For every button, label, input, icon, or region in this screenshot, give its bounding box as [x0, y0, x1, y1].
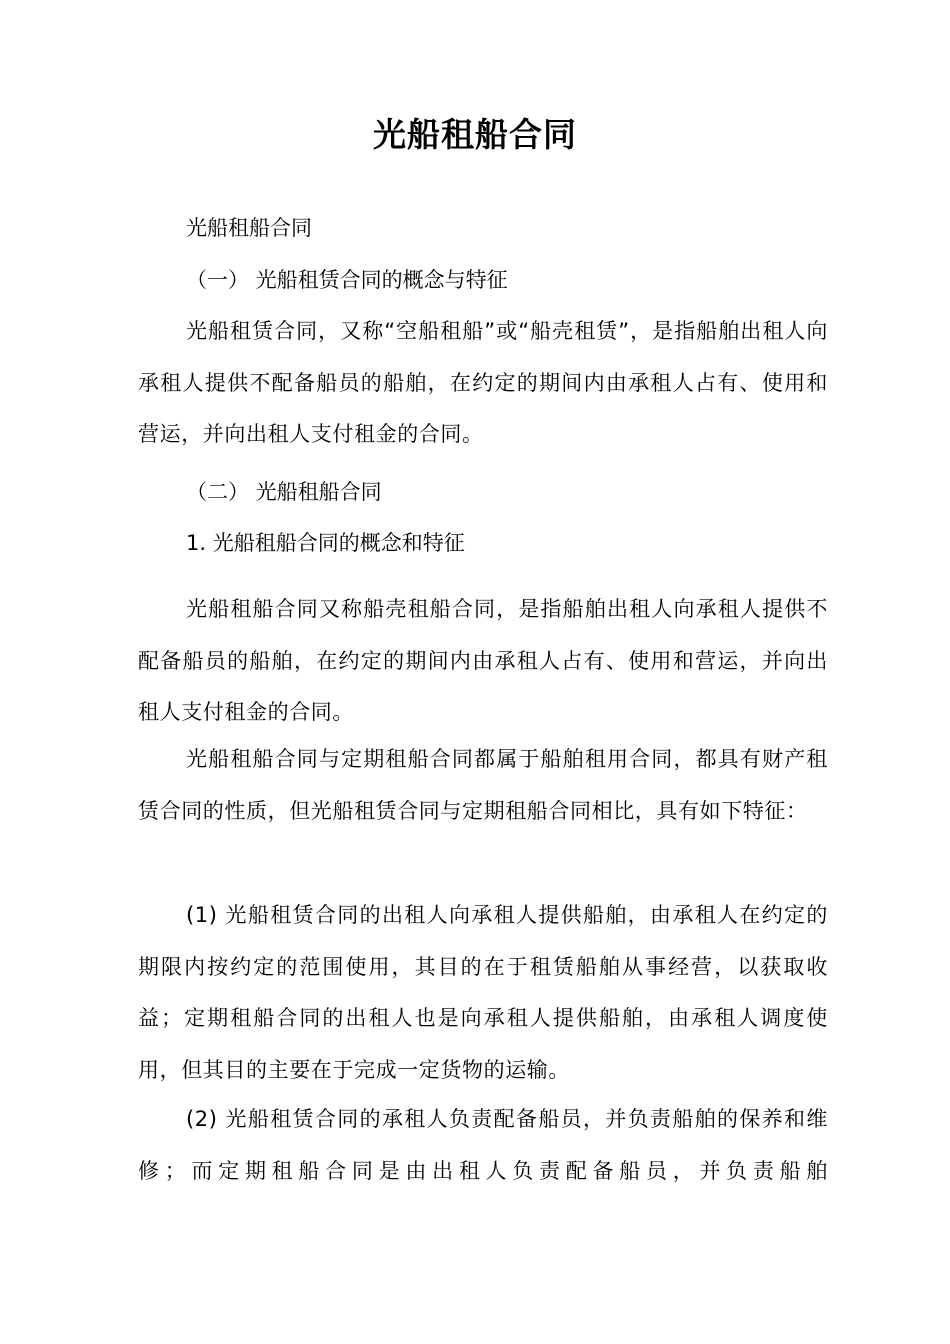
- document-subtitle: 光船租船合同: [186, 216, 312, 240]
- paragraph-5: (2) 光船租赁合同的承租人负责配备船员，并负责船舶的保养和维修；而定期租船合同是由出租人负责配备船员，并负责船舶: [138, 1107, 828, 1183]
- paragraph-4: (1) 光船租赁合同的出租人向承租人提供船舶，由承租人在约定的期限内按约定的范围使用，其目的在于租赁船舶从事经营，以获取收益；定期租船合同的出租人也是向承租人提供船舶，由承租人调度使用，但其目的主要在于完成一定货物的运输。: [138, 903, 828, 1082]
- paragraph-3: 光船租船合同与定期租船合同都属于船舶租用合同，都具有财产租赁合同的性质，但光船租赁合同与定期租船合同相比，具有如下特征：: [138, 747, 828, 823]
- paragraph-1: 光船租赁合同，又称“空船租船”或“船壳租赁”，是指船舶出租人向承租人提供不配备船员的船舶，在约定的期间内由承租人占有、使用和营运，并向出租人支付租金的合同。: [138, 319, 828, 446]
- document-title: 光船租船合同: [373, 115, 577, 154]
- section-heading-2: （二） 光船租船合同: [186, 480, 382, 504]
- section-heading-1: （一） 光船租赁合同的概念与特征: [186, 268, 508, 292]
- paragraph-2: 光船租船合同又称船壳租船合同，是指船舶出租人向承租人提供不配备船员的船舶，在约定的期间内由承租人占有、使用和营运，并向出租人支付租金的合同。: [138, 597, 828, 724]
- subsection-heading-2-1: 1. 光船租船合同的概念和特征: [186, 531, 465, 555]
